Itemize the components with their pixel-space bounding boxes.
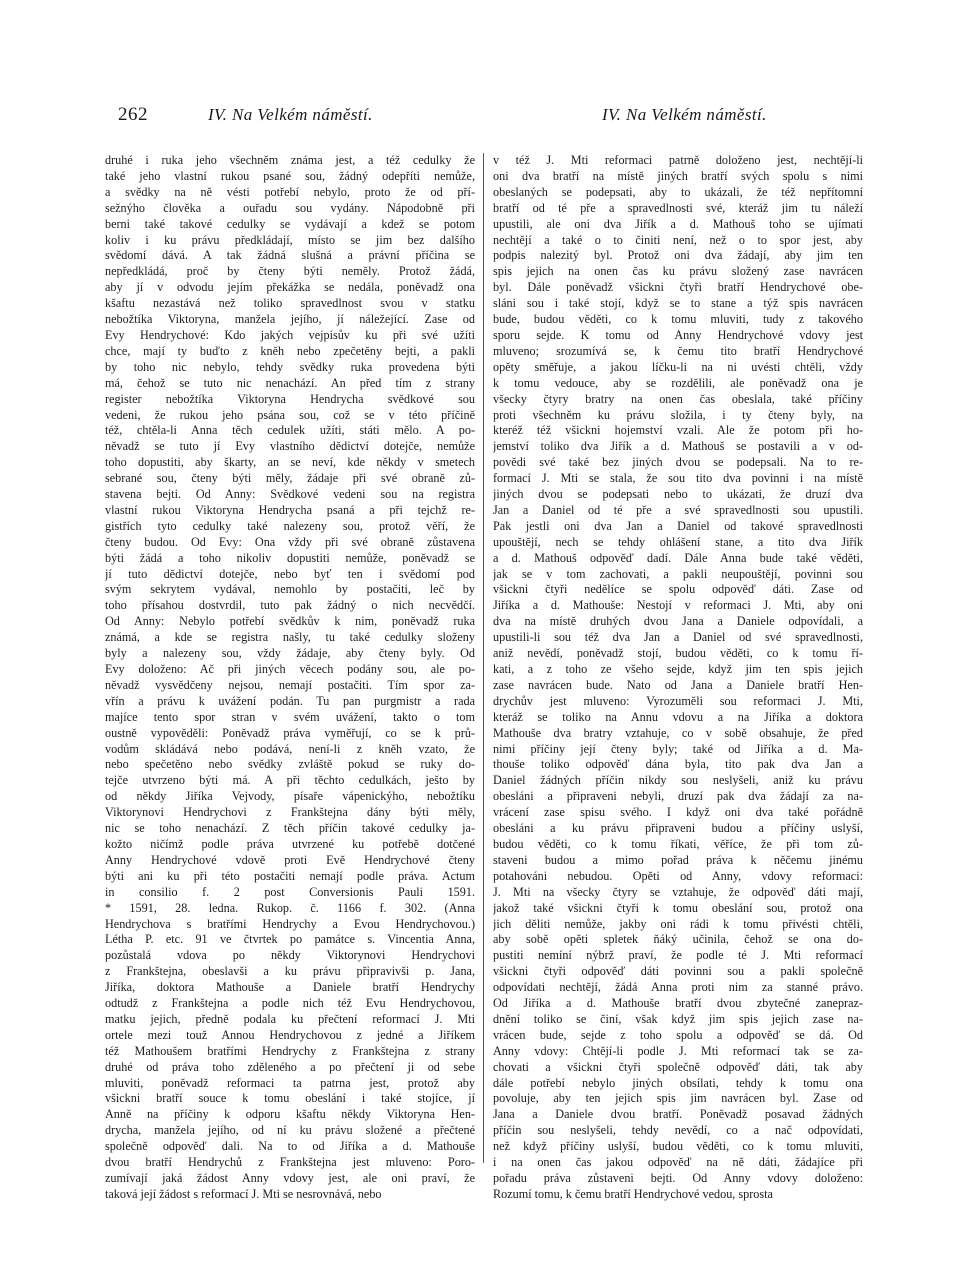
text-line: kteráž se toliko na Annu vdovu a na Jiříka a doktora [493, 709, 863, 724]
text-line: též Mathoušem bratřími Hendrychy z Frankštejna z strany [105, 1043, 475, 1058]
text-line: z Frankštejna, obeslavši a ku právu připravivši p. Jana, [105, 964, 475, 979]
text-line: něvadž vysvědčeny nejsou, nemají postačiti. Tím spor za- [105, 677, 475, 692]
text-line: všickni bratří souce k tomu obeslání i také stojíce, jí [105, 1091, 475, 1106]
running-title-left: IV. Na Velkém náměstí. [208, 105, 373, 124]
text-line: povědi své také bez jiných dvou se podepsali. Na to re- [493, 455, 863, 470]
text-line: Pak jestli oni dva Jan a Daniel od takové spravedlnosti [493, 518, 863, 533]
text-line: Anny Hendrychové vdově proti Evě Hendrychové čteny [105, 852, 475, 867]
text-line: Od Anny: Nebylo potřebí svědkův k nim, poněvadž ruka [105, 614, 475, 629]
text-line: taková její žádost s reformací J. Mti se nesrovnává, nebo [105, 1186, 382, 1201]
text-line: jiných dvou se podepsati nebo to ukázati, že druzí dva [493, 487, 863, 502]
text-line: býti ani ku při této postačiti nemají podle práva. Actum [105, 868, 475, 883]
text-line: má, čehož se tuto nic nenachází. An před tím z strany [105, 375, 475, 390]
text-line: sebrané sou, čteny býti měly, žádaje při své obraně zů- [105, 471, 475, 486]
text-line: vedeni, že rukou jeho psána sou, což se v této příčině [105, 407, 475, 422]
text-line: dva na místě druhých dvou Jana a Daniele odpovídali, a [493, 614, 863, 629]
text-line: obeslaných se podepsati, aby to ukázali, že též nepřítomní [493, 184, 863, 199]
text-line: nebo spečetěno nebo svědky zvláště pokud se ruky do- [105, 757, 475, 772]
text-line: upustili-li sou též dva Jan a Daniel od své spravedlnosti, [493, 630, 863, 645]
text-line: aniž nevědí, poněvadž stojí, budou věděti, co k tomu ří- [493, 646, 863, 661]
text-line: zumívají jaká žádost Anny vdovy jest, ale oni praví, že [105, 1171, 475, 1185]
text-line: mluviti, poněvadž reformaci ta patrna jest, protož aby [105, 1075, 475, 1090]
text-line: jakož také všickni čtyři k tomu obeslání sou, protož ona [493, 900, 863, 915]
text-line: chce, mají ty buďto z kněh nebo zpečetěny bejti, a pakli [105, 343, 475, 358]
text-line: oustně vypověděli: Poněvadž práva vyměřují, co se k prů- [105, 725, 475, 740]
text-line: sežnýho člověka a ouřadu sou vydány. Nápodobně při [105, 200, 475, 215]
text-line: majíce tento spor stran v svém uvážení, takto o tom [105, 709, 475, 724]
text-line: něvadž se tuto jí Evy vlastního dědictví dotejče, nemůže [105, 439, 475, 454]
text-line: kšaftu nezastává než toliko spravedlnost svou v statku [105, 296, 475, 311]
text-line: jich děliti nemůže, jakby oni rádi k tomu přivésti chtěli, [493, 916, 863, 931]
text-line: jak se v tom zachovati, a pakli neupouštějí, povinni sou [493, 566, 863, 581]
text-line: i na onen čas jakou odpověď na ně dáti, žádajíce při [493, 1155, 863, 1170]
text-line: in consilio f. 2 post Conversionis Pauli 1591. [105, 884, 475, 899]
text-line: Hendrychova s bratřími Hendrychy a Evou Hendrychovou.) [105, 916, 475, 931]
text-line: gistřích tyto cedulky také nalezeny sou, protož věří, že [105, 518, 475, 533]
text-line: mluveno; srozumívá se, k čemu tito bratří Hendrychové [493, 343, 863, 358]
text-line: budou věděti, co k tomu říkati, věříce, že při tom zů- [493, 836, 863, 851]
text-line: upustili, ale oni dva Jiřík a d. Mathouš toho se ujímati [493, 216, 863, 231]
text-line: sporu sejde. K tomu od Anny Hendrychové vdovy jest [493, 327, 863, 342]
text-line: druhé i ruka jeho všechněm známa jest, a též cedulky že [105, 153, 475, 167]
text-line: kožto ničímž podle práva utvrzené ku potřebě dotčené [105, 836, 475, 851]
text-line: upouštějí, nech se tehdy ohlášení stane, a tito dva Jiřík [493, 534, 863, 549]
text-line: thouše toliko odpověď dána byla, tito pak dva Jan a [493, 757, 863, 772]
text-line: kati, a z toho ze všeho sejde, když jim ten spis jejich [493, 662, 863, 676]
text-line: drychův jest mluveno: Vyrozuměli sou reformaci J. Mti, [493, 693, 863, 708]
text-line: Od Jiříka a d. Mathouše bratří dvou zbytečné zanepraz- [493, 996, 863, 1011]
text-line: * 1591, 28. ledna. Rukop. č. 1166 f. 302. (Anna [105, 900, 475, 915]
text-line: koliv i ku právu předkládají, místo se jim bez dalšího [105, 232, 475, 247]
text-line: druhé od práva toho zděleného a po přečtení ji od sebe [105, 1059, 475, 1074]
text-line: vodům skládává nebo podává, není-li z kněh vzato, že [105, 741, 475, 756]
text-line: vrácení zase spisu svého. I když oni dva také pořádně [493, 805, 863, 820]
text-line: povoluje, aby ten jejich spis jim navrácen byl. Zase od [493, 1091, 863, 1106]
text-line: všickni čtyři odpověď dáti povinni sou a pakli společně [493, 964, 863, 979]
text-line: obesláni a ku právu připraveni budou a příčiny uslyší, [493, 821, 863, 836]
text-line: J. Mti na všecky čtyry se vztahuje, že odpověď dáti mají, [493, 884, 863, 899]
text-line: Jan a Daniel od té pře a své spravedlnosti sou upustili. [493, 502, 863, 517]
text-line: chovati a všickni čtyři společně odpověď dáti, tak aby [493, 1059, 863, 1074]
text-line: vrácen bude, sejde z toho spolu a odpověď se dá. Od [493, 1027, 863, 1042]
text-line: proti všechněm ku právu složila, i ty čteny byly, na [493, 407, 863, 422]
text-line: oni dva bratří na místě jiných bratří svých spolu s nimi [493, 168, 863, 183]
text-line: matku jejich, předně podala ku přečtení reformací J. Mti [105, 1011, 475, 1026]
page-header [118, 104, 782, 128]
text-line: staveni budou a mimo pořad práva k něčemu jinému [493, 852, 863, 867]
text-line: dnění toliko se činí, však když jim spis jejich zase na- [493, 1011, 863, 1026]
text-line: kteréž též všickni hojemství vzali. Ale že potom při ho- [493, 423, 863, 438]
page-number: 262 [118, 104, 148, 125]
running-title-right: IV. Na Velkém náměstí. [602, 105, 767, 124]
text-line: bude, budou věděti, co k tomu mluviti, tudy z takového [493, 312, 863, 327]
text-line: obesláni a připraveni nebyli, druzí pak dva žádají za na- [493, 789, 863, 804]
text-line: pozůstalá vdova po někdy Viktorynovi Hendrychovi [105, 948, 475, 963]
text-line: vřín a právu k uvážení podán. Tu pan purgmistr a rada [105, 693, 475, 708]
text-line: nepředkládá, proč by čteny býti neměly. Protož žádá, [105, 264, 475, 279]
text-line: ortele mezi touž Annou Hendrychovou z jedné a Jiříkem [105, 1027, 475, 1042]
text-line: dvou bratří Hendrychů z Frankštejna jest mluveno: Poro- [105, 1155, 475, 1170]
text-line: než když příčiny uslyší, budou věděti, co k tomu mluviti, [493, 1139, 863, 1154]
text-line: Viktorynovi Hendrychovi z Frankštejna dány býti měly, [105, 805, 475, 820]
text-line: Mathouše dva bratry vztahuje, co v sobě obsahuje, že před [493, 725, 863, 740]
text-line: Anně na příčiny k odporu kšaftu někdy Viktoryna Hen- [105, 1107, 475, 1122]
text-line: bratří od té pře a spravedlnosti své, kteráž jim tu náleží [493, 200, 863, 215]
text-line: potahováni nebudou. Opěti od Anny, vdovy reformaci: [493, 868, 863, 883]
text-line: vlastní rukou Viktoryna Hendrycha psaná a při tejchž re- [105, 502, 475, 517]
text-line: drycha, manžela jejího, od ní ku právu složené a přečtené [105, 1123, 475, 1138]
text-line: Anny vdovy: Chtějí-li podle J. Mti reformací tak se za- [493, 1043, 863, 1058]
text-line: spis jejich na onen čas ku právu složený zase navrácen [493, 264, 863, 279]
text-line: a svědky na ně vésti potřebí nebylo, proto že od pří- [105, 184, 475, 199]
text-line: odpovídati nechtějí, žádá Anna proti nim za stanné právo. [493, 980, 863, 995]
text-line: formací J. Mti se stala, že sou tito dva povinni i na místě [493, 471, 863, 486]
text-line: tejče utvrzeno býti má. A při těchto cedulkách, ješto by [105, 773, 475, 788]
text-line: svým sekrytem vydával, nemohlo by postačiti, leč by [105, 582, 475, 597]
text-line: berni také takové cedulky se vydávají a kdež se potom [105, 216, 475, 231]
text-line: společně odpověď dali. Na to od Jiříka a d. Mathouše [105, 1139, 475, 1154]
text-line: aby jí v odvodu jejím překážka se nedála, poněvadž ona [105, 280, 475, 295]
text-line: příčin sou neslyšeli, tehdy nevědí, co a nač odpovídati, [493, 1123, 863, 1138]
column-divider [483, 153, 484, 1163]
text-line: v též J. Mti reformaci patrně doloženo jest, nechtějí-li [493, 153, 863, 167]
text-line: nimi příčiny její čteny byly; také od Jiříka a d. Ma- [493, 741, 863, 756]
text-line: odtudž z Frankštejna a podle nich též Evu Hendrychovou, [105, 996, 475, 1011]
text-line: byly a nalezeny sou, vždy žádaje, aby čteny byly. Od [105, 646, 475, 661]
text-column-left [105, 153, 475, 1203]
text-line: zase navrácen bude. Nato od Jana a Daniele bratří Hen- [493, 677, 863, 692]
text-line: a d. Mathouš odpověď dadí. Dále Anna bude také věděti, [493, 550, 863, 565]
text-line: Daniel žádných příčin nikdy sou neslyšeli, aniž ku právu [493, 773, 863, 788]
text-line: register nebožtíka Viktoryna Hendrycha svědkové sou [105, 391, 475, 406]
text-line: také jeho vlastní rukou psané sou, žádný odepříti nemůže, [105, 168, 475, 183]
text-line: by toho nic nebylo, tehdy svědky ruka provedena býti [105, 359, 475, 374]
text-line: jí tuto dědictví dotejče, nebo byť ten i svědomí pod [105, 566, 475, 581]
text-line: nic se toho nenachází. Z těch příčin takové cedulky ja- [105, 821, 475, 836]
text-line: sláni sou i také stojí, když se to stane a týž spis navrácen [493, 296, 863, 311]
text-line: Jiříka a d. Mathouše: Nestojí v reformaci J. Mti, aby oni [493, 598, 863, 613]
text-line: čteny budou. Od Evy: Ona vždy při své obraně zůstavena [105, 534, 475, 549]
text-line: známá, a kde se registra našly, tu také cedulky složeny [105, 630, 475, 645]
text-line: býti žádá a toho nikoliv dopustiti nemůže, poněvadž se [105, 550, 475, 565]
text-line: byl. Dále poněvadž všickni čtyři bratří Hendrychové obe- [493, 280, 863, 295]
text-line: stavena bejti. Od Anny: Svědkové vedeni sou na registra [105, 487, 475, 502]
text-line: všecky čtyry bratry na onen čas obeslala, také příčiny [493, 391, 863, 406]
text-line: pustiti nemíní nýbrž praví, že podle té J. Mti reformací [493, 948, 863, 963]
text-line: svědomí dává. A tak žádná slušná a právní příčina se [105, 248, 475, 263]
text-line: Rozumí tomu, k čemu bratří Hendrychové vedou, sprosta [493, 1186, 773, 1201]
text-line: všickni čtyři nedělíce se spolu odpověď dáti. Zase od [493, 582, 863, 597]
text-line: podpis nalezitý byl. Protož oni dva žádají, aby jim ten [493, 248, 863, 263]
text-line: Jana a Daniele dvou bratří. Poněvadž posavad žádných [493, 1107, 863, 1122]
text-line: k tomu vedouce, aby se rozdělili, ale poněvadž ona je [493, 375, 863, 390]
text-line: Evy doloženo: Ač při jiných věcech podány sou, ale po- [105, 662, 475, 676]
text-line: nechtějí a také o to činiti není, než o to spor jest, aby [493, 232, 863, 247]
text-line: Létha P. etc. 91 ve čtvrtek po památce s. Vincentia Anna, [105, 932, 475, 947]
text-line: toho dopustiti, aby škarty, an se neví, kde někdy v smetech [105, 455, 475, 470]
text-line: toho přísahou dostvrdil, tuto pak žádný o nich neсvědčí. [105, 598, 475, 613]
text-line: Jiříka, doktora Mathouše a Daniele bratří Hendrychy [105, 980, 475, 995]
text-line: Evy Hendrychové: Kdo jakých vejpisův ku při své užíti [105, 327, 475, 342]
text-line: opěty směřuje, a jakou líčku-li na ni uvésti chtěli, vždy [493, 359, 863, 374]
text-line: od někdy Jiříka Vejvody, písaře vápenickýho, nebožtíku [105, 789, 475, 804]
text-column-right [493, 153, 863, 1203]
text-line: dále potřebí nebylo jiných obsílati, tehdy k tomu ona [493, 1075, 863, 1090]
text-line: pořadu práva zůstaveni bejti. Od Anny vdovy doloženo: [493, 1171, 863, 1185]
text-line: též, chtěla-li Anna těch cedulek užíti, státi mělo. A po- [105, 423, 475, 438]
text-line: jemství toliko dva Jiřík a d. Mathouš se postavili a v od- [493, 439, 863, 454]
text-line: nebožtíka Viktoryna, manžela jejího, jí náležející. Zase od [105, 312, 475, 327]
text-line: aby sobě opěti spletek ňáký učinila, čehož se ona do- [493, 932, 863, 947]
